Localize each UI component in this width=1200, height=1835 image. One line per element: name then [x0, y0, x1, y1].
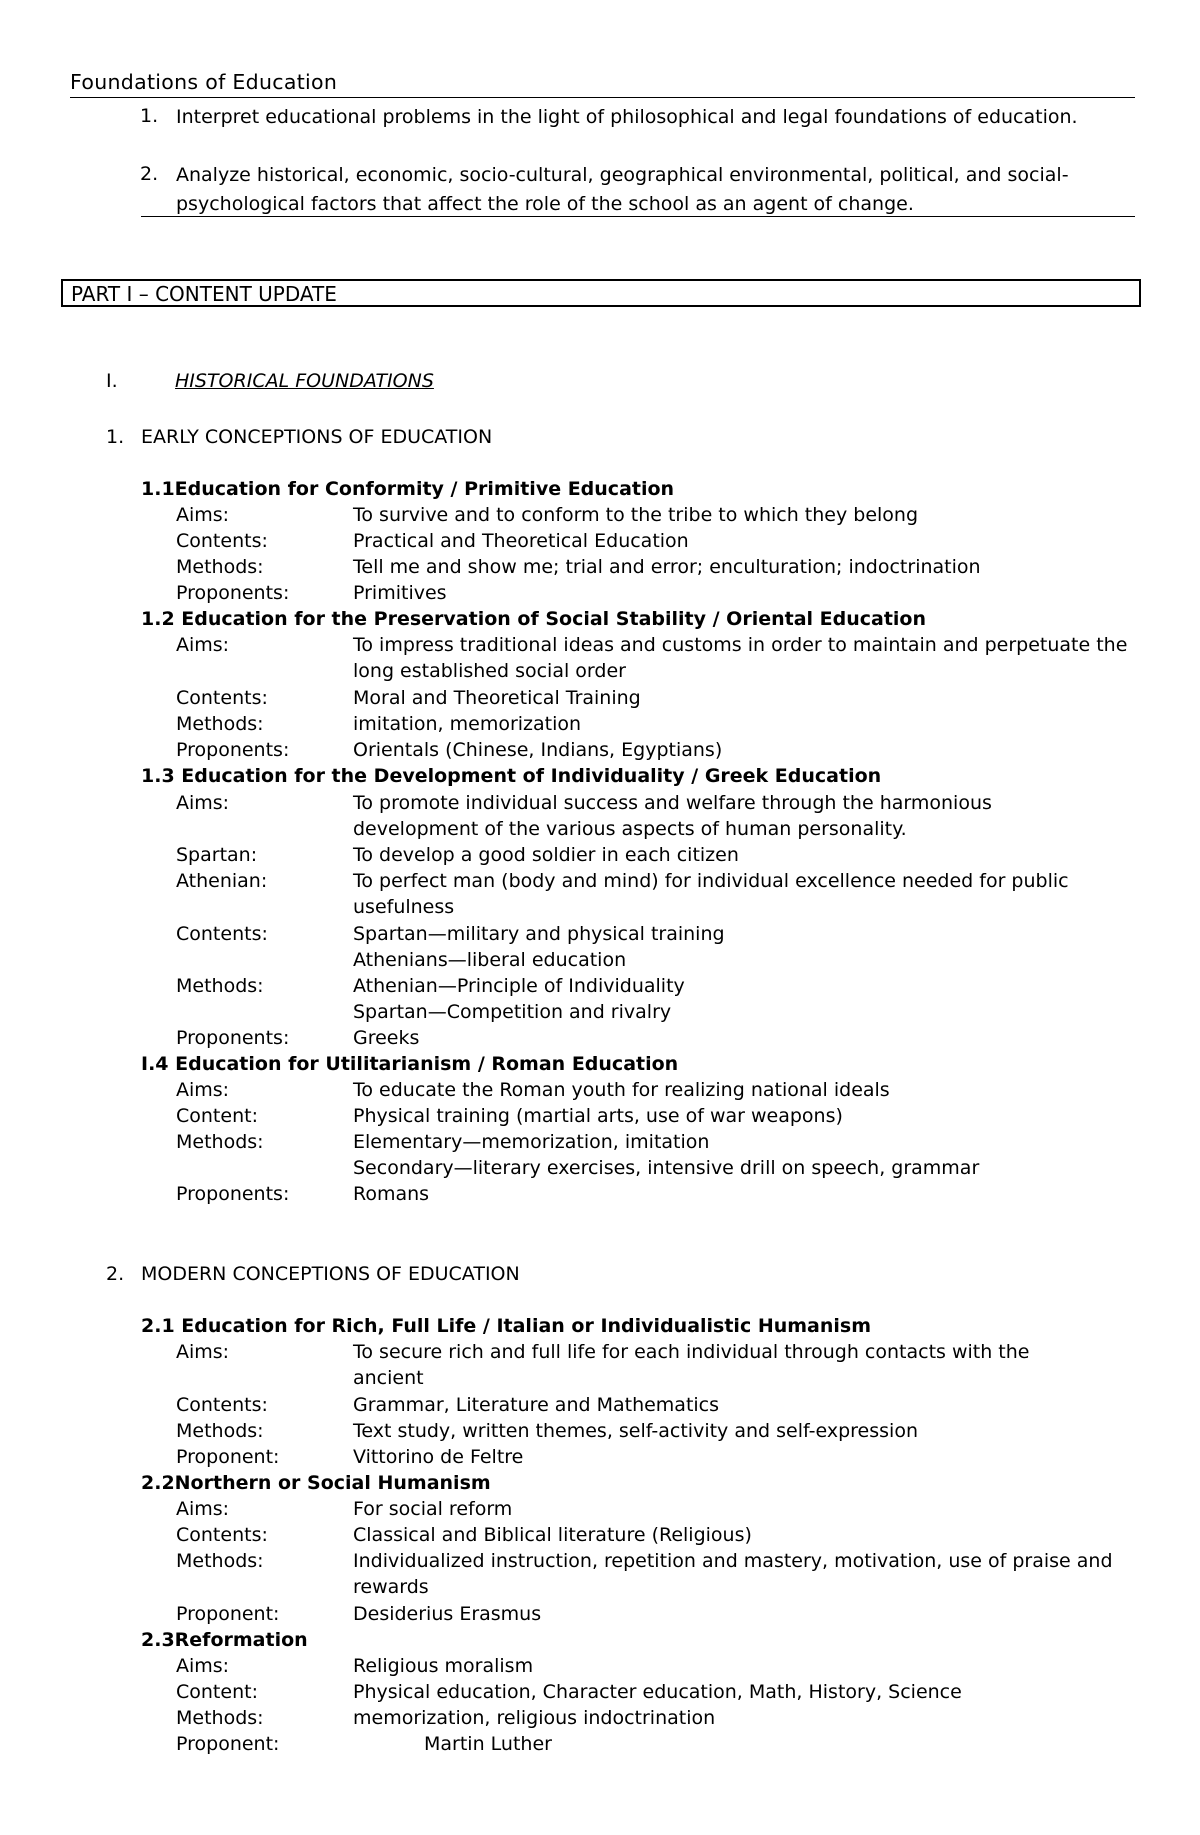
subsection-title: I.4 Education for Utilitarianism / Roman Education — [141, 1053, 679, 1075]
section-title-historical: HISTORICAL FOUNDATIONS — [175, 370, 434, 392]
row-label: Methods: — [176, 1420, 264, 1442]
row-value: Athenian—Principle of Individuality — [353, 975, 685, 997]
row-value: Physical training (martial arts, use of war weapons) — [353, 1105, 843, 1127]
row-value: Athenians—liberal education — [353, 949, 627, 971]
row-value: Romans — [353, 1183, 430, 1205]
row-label: Contents: — [176, 530, 268, 552]
row-value: Martin Luther — [424, 1733, 552, 1755]
subsection-title: 1.1Education for Conformity / Primitive Education — [141, 478, 675, 500]
row-label: Methods: — [176, 1707, 264, 1729]
row-label: Proponents: — [176, 739, 290, 761]
row-label: Aims: — [176, 1341, 230, 1363]
row-value: Primitives — [353, 582, 447, 604]
row-value: Physical education, Character education, Math, History, Science — [353, 1681, 962, 1703]
row-value: Classical and Biblical literature (Religious) — [353, 1524, 752, 1546]
row-value: Orientals (Chinese, Indians, Egyptians) — [353, 739, 723, 761]
row-label: Aims: — [176, 792, 230, 814]
title-rule — [70, 97, 1135, 98]
objective-number: 2. — [140, 163, 159, 185]
subsection-title: 2.1 Education for Rich, Full Life / Italian or Individualistic Humanism — [141, 1315, 872, 1337]
row-label: Aims: — [176, 1498, 230, 1520]
section-number: 1. — [106, 426, 125, 448]
document-title: Foundations of Education — [70, 70, 338, 94]
row-label: Contents: — [176, 687, 268, 709]
row-value: memorization, religious indoctrination — [353, 1707, 716, 1729]
row-label: Proponents: — [176, 1027, 290, 1049]
row-value: Religious moralism — [353, 1655, 534, 1677]
row-value: To educate the Roman youth for realizing national ideals — [353, 1079, 890, 1101]
part-heading: PART I – CONTENT UPDATE — [71, 282, 337, 306]
row-value: To promote individual success and welfare through the harmonious development of the various aspects of human personality. — [353, 792, 992, 840]
row-value: Individualized instruction, repetition and mastery, motivation, use of praise and rewards — [353, 1550, 1113, 1598]
row-label: Aims: — [176, 1655, 230, 1677]
row-value: Text study, written themes, self-activity and self-expression — [353, 1420, 918, 1442]
row-label: Aims: — [176, 634, 230, 656]
row-label: Proponent: — [176, 1603, 280, 1625]
row-label: Contents: — [176, 923, 268, 945]
row-label: Proponents: — [176, 582, 290, 604]
subsection-title: 1.2 Education for the Preservation of Social Stability / Oriental Education — [141, 608, 927, 630]
row-label: Proponents: — [176, 1183, 290, 1205]
row-label: Contents: — [176, 1394, 268, 1416]
row-value: To survive and to conform to the tribe to which they belong — [353, 504, 919, 526]
row-value: Moral and Theoretical Training — [353, 687, 641, 709]
objective-item — [140, 103, 1140, 132]
objectives-rule — [141, 216, 1135, 217]
section-title-modern: MODERN CONCEPTIONS OF EDUCATION — [141, 1263, 520, 1285]
subsection-title: 2.2Northern or Social Humanism — [141, 1472, 491, 1494]
row-label: Methods: — [176, 1131, 264, 1153]
row-value: Spartan—Competition and rivalry — [353, 1001, 672, 1023]
row-value: Tell me and show me; trial and error; enculturation; indoctrination — [353, 556, 981, 578]
row-label: Content: — [176, 1681, 258, 1703]
row-label: Athenian: — [176, 870, 268, 892]
objective-item — [140, 161, 1140, 219]
row-value: To impress traditional ideas and customs in order to maintain and perpetuate the long established social order — [353, 634, 1128, 682]
row-value: Vittorino de Feltre — [353, 1446, 524, 1468]
row-value: Elementary—memorization, imitation — [353, 1131, 710, 1153]
subsection-title: 2.3Reformation — [141, 1629, 308, 1651]
row-label: Aims: — [176, 504, 230, 526]
row-value: Practical and Theoretical Education — [353, 530, 689, 552]
row-value: Secondary—literary exercises, intensive drill on speech, grammar — [353, 1157, 980, 1179]
objective-text: Analyze historical, economic, socio-cultural, geographical environmental, political, and social-psychological factors that affect the role of the school as an agent of change. — [176, 164, 1069, 215]
objective-text: Interpret educational problems in the light of philosophical and legal foundations of education. — [176, 106, 1078, 128]
subsection-title: 1.3 Education for the Development of Individuality / Greek Education — [141, 765, 882, 787]
row-label: Content: — [176, 1105, 258, 1127]
row-label: Methods: — [176, 713, 264, 735]
row-label: Methods: — [176, 1550, 264, 1572]
row-value: To develop a good soldier in each citizen — [353, 844, 739, 866]
part-heading-box — [61, 279, 1141, 307]
row-value: Spartan—military and physical training — [353, 923, 725, 945]
row-label: Proponent: — [176, 1733, 280, 1755]
row-label: Spartan: — [176, 844, 258, 866]
row-label: Methods: — [176, 975, 264, 997]
objective-number: 1. — [140, 105, 159, 127]
row-value: For social reform — [353, 1498, 513, 1520]
section-title-early: EARLY CONCEPTIONS OF EDUCATION — [141, 426, 493, 448]
row-label: Methods: — [176, 556, 264, 578]
row-value: Grammar, Literature and Mathematics — [353, 1394, 720, 1416]
row-value: Greeks — [353, 1027, 420, 1049]
row-value: To secure rich and full life for each individual through contacts with the ancient — [353, 1341, 1030, 1389]
row-label: Aims: — [176, 1079, 230, 1101]
section-number: 2. — [106, 1263, 125, 1285]
row-value: imitation, memorization — [353, 713, 582, 735]
row-value: Desiderius Erasmus — [353, 1603, 542, 1625]
row-value: To perfect man (body and mind) for individual excellence needed for public usefulness — [353, 870, 1069, 918]
roman-numeral: I. — [106, 370, 118, 392]
row-label: Proponent: — [176, 1446, 280, 1468]
row-label: Contents: — [176, 1524, 268, 1546]
